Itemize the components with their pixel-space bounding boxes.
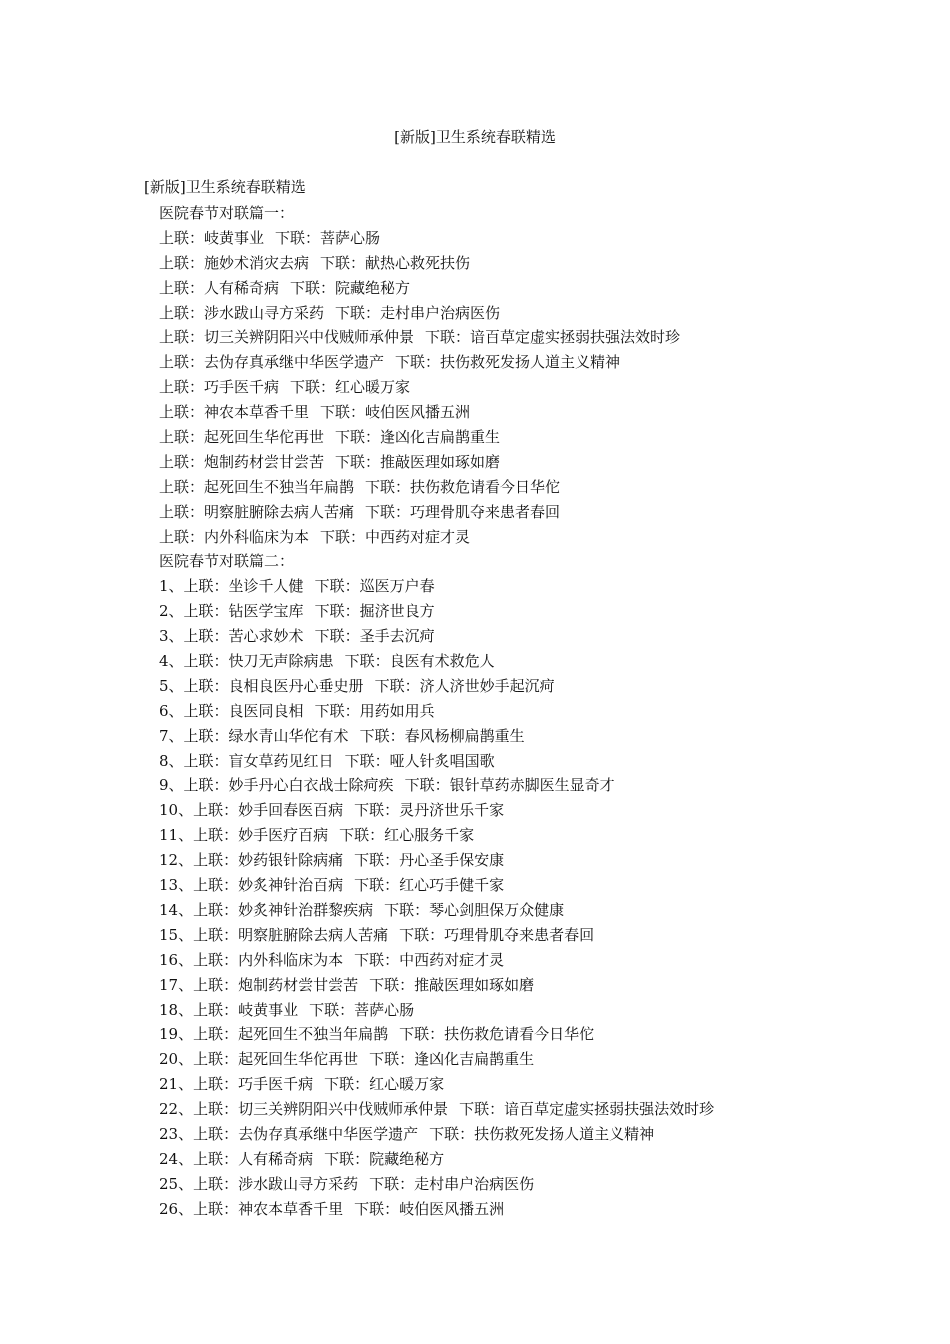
couplet-line: [159, 228, 919, 253]
upper-couplet: 上联：盲女草药见红日: [183, 751, 334, 770]
upper-couplet: 上联：起死回生华佗再世: [193, 1050, 359, 1069]
couplet-number: 4、: [159, 652, 184, 671]
couplet-number: 20、: [159, 1050, 194, 1069]
lower-couplet: 下联：丹心圣手保安康: [354, 851, 505, 870]
couplet-number: 9、: [159, 776, 184, 795]
couplet-line: [159, 651, 919, 676]
couplet-number: 13、: [159, 876, 194, 895]
couplet-line: [159, 327, 919, 352]
upper-couplet: 上联：起死回生不独当年扁鹊: [159, 477, 355, 496]
section-one-list: [159, 228, 919, 552]
upper-couplet: 上联：巧手医千病: [159, 378, 280, 397]
couplet-line: [159, 701, 919, 726]
couplet-number: 8、: [159, 751, 184, 770]
couplet-line: [159, 527, 919, 552]
couplet-line: [159, 825, 919, 850]
couplet-number: 12、: [159, 851, 194, 870]
couplet-line: [159, 278, 919, 303]
upper-couplet: 上联：妙手回春医百病: [193, 801, 344, 820]
couplet-line: [159, 427, 919, 452]
lower-couplet: 下联：灵丹济世乐千家: [354, 801, 505, 820]
lower-couplet: 下联：菩萨心肠: [275, 228, 381, 247]
upper-couplet: 上联：妙药银针除病痛: [193, 851, 344, 870]
upper-couplet: 上联：妙炙神针治百病: [193, 876, 344, 895]
lower-couplet: 下联：红心服务千家: [339, 826, 475, 845]
section-title: 医院春节对联篇二：: [159, 552, 295, 571]
couplet-line: [159, 626, 919, 651]
upper-couplet: 上联：良医同良相: [183, 701, 304, 720]
upper-couplet: 上联：妙手医疗百病: [193, 826, 329, 845]
lower-couplet: 下联：中西药对症才灵: [354, 950, 505, 969]
couplet-number: 19、: [159, 1025, 194, 1044]
lower-couplet: 下联：逢凶化吉扁鹊重生: [335, 428, 501, 447]
upper-couplet: 上联：内外科临床为本: [193, 950, 344, 969]
couplet-line: [159, 850, 919, 875]
upper-couplet: 上联：明察脏腑除去病人苦痛: [193, 925, 389, 944]
lower-couplet: 下联：巧理骨肌夺来患者春回: [365, 502, 561, 521]
lower-couplet: 下联：掘济世良方: [314, 602, 435, 621]
lower-couplet: 下联：济人济世妙手起沉疴: [374, 676, 555, 695]
couplet-number: 25、: [159, 1174, 194, 1193]
lower-couplet: 下联：走村串户治病医伤: [335, 303, 501, 322]
couplet-line: [159, 502, 919, 527]
couplet-line: [159, 253, 919, 278]
upper-couplet: 上联：切三关辨阴阳兴中伐贼师承仲景: [193, 1100, 449, 1119]
lower-couplet: 下联：扶伤救死发扬人道主义精神: [395, 353, 621, 372]
lower-couplet: 下联：逢凶化吉扁鹊重生: [369, 1050, 535, 1069]
couplet-number: 6、: [159, 701, 184, 720]
upper-couplet: 上联：炮制药材尝甘尝苦: [193, 975, 359, 994]
couplet-line: [159, 975, 919, 1000]
couplet-number: 24、: [159, 1149, 194, 1168]
upper-couplet: 上联：起死回生不独当年扁鹊: [193, 1025, 389, 1044]
couplet-line: [159, 1099, 919, 1124]
upper-couplet: 上联：岐黄事业: [159, 228, 265, 247]
couplet-number: 7、: [159, 726, 184, 745]
lower-couplet: 下联：琴心剑胆保万众健康: [384, 900, 565, 919]
couplet-number: 21、: [159, 1075, 194, 1094]
couplet-line: [159, 303, 919, 328]
upper-couplet: 上联：坐诊千人健: [183, 577, 304, 596]
upper-couplet: 上联：神农本草香千里: [193, 1199, 344, 1218]
lower-couplet: 下联：岐伯医风播五洲: [354, 1199, 505, 1218]
upper-couplet: 上联：去伪存真承继中华医学遗产: [159, 353, 385, 372]
lower-couplet: 下联：巧理骨肌夺来患者春回: [399, 925, 595, 944]
couplet-line: [159, 800, 919, 825]
couplet-line: [159, 925, 919, 950]
couplet-number: 1、: [159, 577, 184, 596]
couplet-line: [159, 1174, 919, 1199]
lower-couplet: 下联：银针草药赤脚医生显奇才: [404, 776, 615, 795]
upper-couplet: 上联：去伪存真承继中华医学遗产: [193, 1124, 419, 1143]
lower-couplet: 下联：用药如用兵: [314, 701, 435, 720]
upper-couplet: 上联：岐黄事业: [193, 1000, 299, 1019]
lower-couplet: 下联：巡医万户春: [314, 577, 435, 596]
couplet-number: 11、: [159, 826, 194, 845]
section-title: 医院春节对联篇一：: [159, 204, 295, 222]
couplet-line: [159, 875, 919, 900]
lower-couplet: 下联：岐伯医风播五洲: [320, 403, 471, 422]
couplet-number: 15、: [159, 925, 194, 944]
couplet-number: 26、: [159, 1199, 194, 1218]
lower-couplet: 下联：春风杨柳扁鹊重生: [359, 726, 525, 745]
couplet-line: [159, 900, 919, 925]
couplet-line: [159, 775, 919, 800]
upper-couplet: 上联：起死回生华佗再世: [159, 428, 325, 447]
upper-couplet: 上联：钻医学宝库: [183, 602, 304, 621]
lower-couplet: 下联：扶伤救危请看今日华佗: [365, 477, 561, 496]
upper-couplet: 上联：巧手医千病: [193, 1075, 314, 1094]
couplet-number: 5、: [159, 676, 184, 695]
document-body: [159, 203, 919, 1224]
couplet-number: 10、: [159, 801, 194, 820]
couplet-line: [159, 1124, 919, 1149]
upper-couplet: 上联：苦心求妙术: [183, 627, 304, 646]
couplet-number: 14、: [159, 900, 194, 919]
couplet-line: [159, 676, 919, 701]
lower-couplet: 下联：红心巧手健千家: [354, 876, 505, 895]
couplet-number: 3、: [159, 627, 184, 646]
upper-couplet: 上联：施妙术消灾去病: [159, 253, 310, 272]
lower-couplet: 下联：院藏绝秘方: [290, 278, 411, 297]
couplet-number: 22、: [159, 1100, 194, 1119]
lower-couplet: 下联：献热心救死扶伤: [320, 253, 471, 272]
lower-couplet: 下联：红心暖万家: [290, 378, 411, 397]
section-two-list: [159, 576, 919, 1223]
lower-couplet: 下联：走村串户治病医伤: [369, 1174, 535, 1193]
couplet-line: [159, 352, 919, 377]
upper-couplet: 上联：涉水跋山寻方采药: [159, 303, 325, 322]
lower-couplet: 下联：推敲医理如琢如磨: [335, 452, 501, 471]
couplet-number: 2、: [159, 602, 184, 621]
couplet-line: [159, 1199, 919, 1224]
lower-couplet: 下联：推敲医理如琢如磨: [369, 975, 535, 994]
couplet-line: [159, 601, 919, 626]
couplet-line: [159, 1024, 919, 1049]
couplet-line: [159, 726, 919, 751]
couplet-line: [159, 402, 919, 427]
upper-couplet: 上联：妙手丹心白衣战士除疴疾: [183, 776, 394, 795]
upper-couplet: 上联：人有稀奇病: [159, 278, 280, 297]
lower-couplet: 下联：扶伤救死发扬人道主义精神: [429, 1124, 655, 1143]
couplet-line: [159, 950, 919, 975]
lower-couplet: 下联：良医有术救危人: [344, 652, 495, 671]
upper-couplet: 上联：人有稀奇病: [193, 1149, 314, 1168]
couplet-line: [159, 377, 919, 402]
lower-couplet: 下联：扶伤救危请看今日华佗: [399, 1025, 595, 1044]
document-heading: [新版]卫生系统春联精选: [144, 178, 306, 196]
page-title: [新版]卫生系统春联精选: [394, 128, 556, 146]
couplet-line: [159, 1000, 919, 1025]
couplet-line: [159, 1049, 919, 1074]
upper-couplet: 上联：妙炙神针治群黎疾病: [193, 900, 374, 919]
lower-couplet: 下联：院藏绝秘方: [324, 1149, 445, 1168]
couplet-line: [159, 1074, 919, 1099]
couplet-line: [159, 751, 919, 776]
lower-couplet: 下联：圣手去沉疴: [314, 627, 435, 646]
couplet-line: [159, 1149, 919, 1174]
couplet-line: [159, 452, 919, 477]
upper-couplet: 上联：涉水跋山寻方采药: [193, 1174, 359, 1193]
upper-couplet: 上联：神农本草香千里: [159, 403, 310, 422]
lower-couplet: 下联：哑人针炙唱国歌: [344, 751, 495, 770]
upper-couplet: 上联：绿水青山华佗有术: [183, 726, 349, 745]
upper-couplet: 上联：明察脏腑除去病人苦痛: [159, 502, 355, 521]
upper-couplet: 上联：快刀无声除病患: [183, 652, 334, 671]
lower-couplet: 下联：谙百草定虚实拯弱扶强法效时珍: [425, 328, 681, 347]
lower-couplet: 下联：中西药对症才灵: [320, 527, 471, 546]
couplet-line: [159, 576, 919, 601]
upper-couplet: 上联：良相良医丹心垂史册: [183, 676, 364, 695]
couplet-number: 16、: [159, 950, 194, 969]
couplet-number: 18、: [159, 1000, 194, 1019]
couplet-number: 17、: [159, 975, 194, 994]
lower-couplet: 下联：红心暖万家: [324, 1075, 445, 1094]
upper-couplet: 上联：炮制药材尝甘尝苦: [159, 452, 325, 471]
upper-couplet: 上联：切三关辨阴阳兴中伐贼师承仲景: [159, 328, 415, 347]
couplet-line: [159, 477, 919, 502]
couplet-number: 23、: [159, 1124, 194, 1143]
lower-couplet: 下联：菩萨心肠: [309, 1000, 415, 1019]
upper-couplet: 上联：内外科临床为本: [159, 527, 310, 546]
lower-couplet: 下联：谙百草定虚实拯弱扶强法效时珍: [459, 1100, 715, 1119]
